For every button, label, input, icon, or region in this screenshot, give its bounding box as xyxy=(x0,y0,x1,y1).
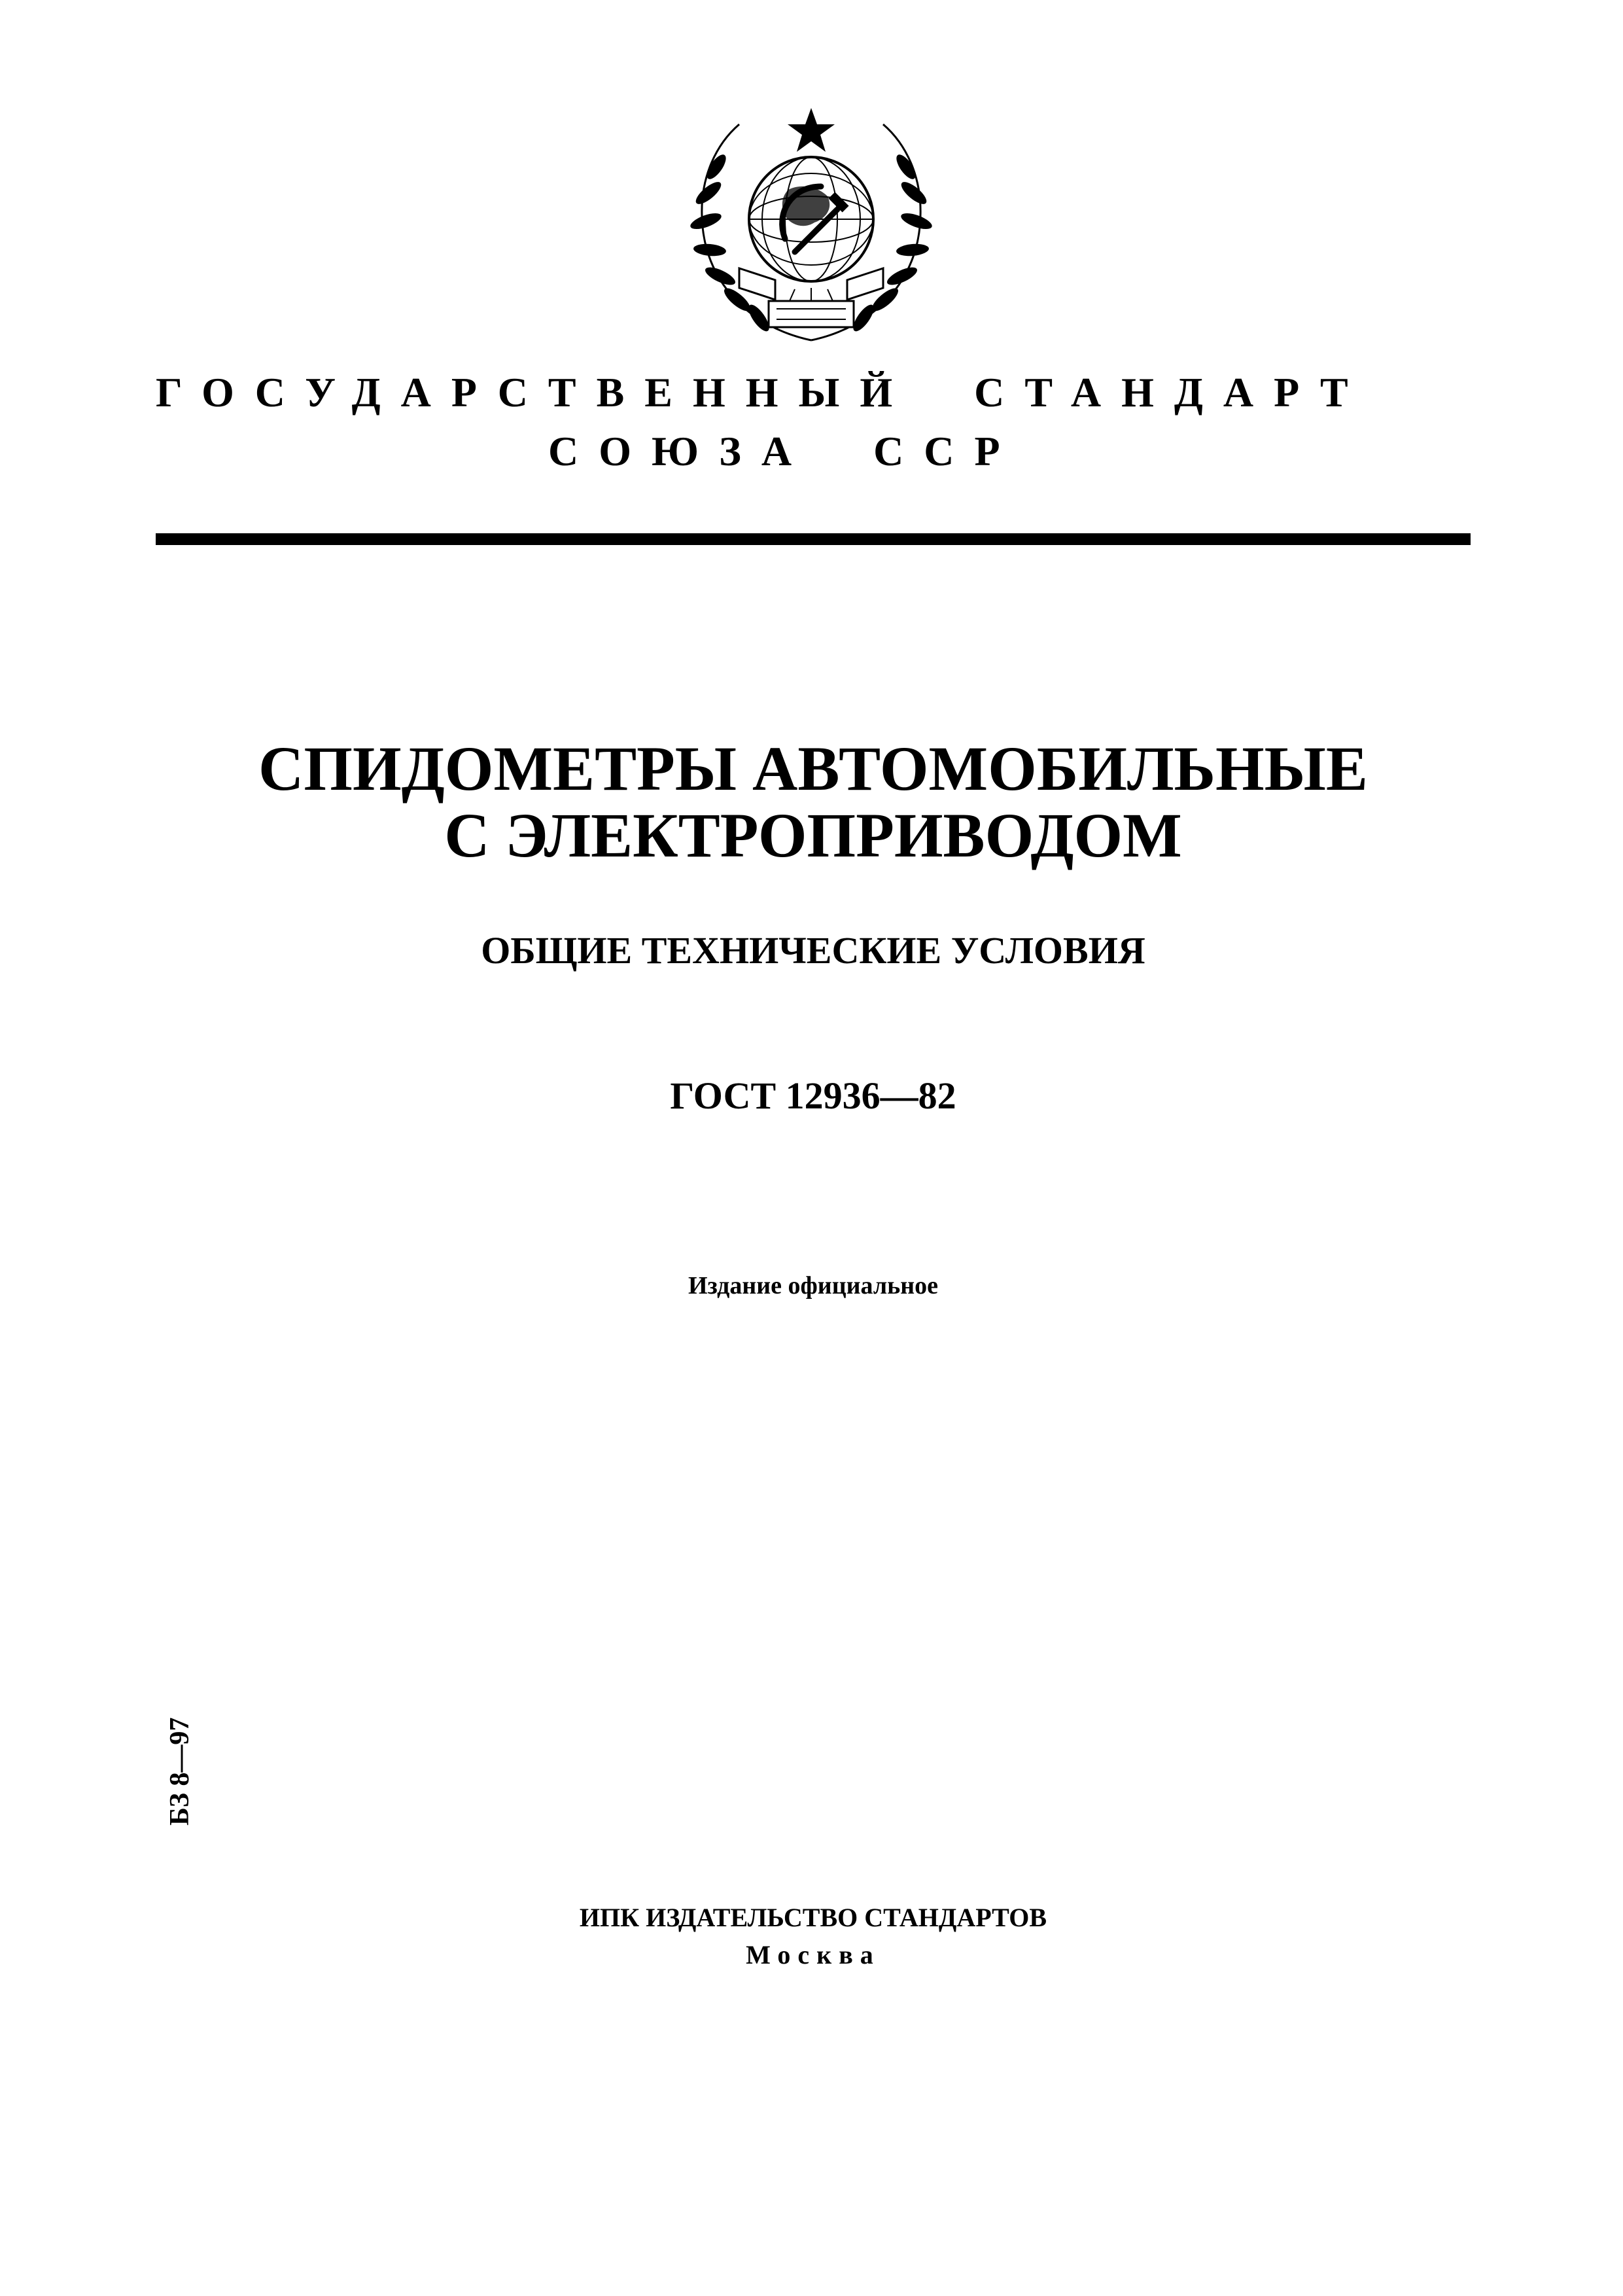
document-title-line-2: С ЭЛЕКТРОПРИВОДОМ xyxy=(444,800,1182,870)
publisher-name: ИПК ИЗДАТЕЛЬСТВО СТАНДАРТОВ xyxy=(579,1903,1047,1932)
edition-label: Издание официальное xyxy=(688,1272,938,1299)
document-subtitle: ОБЩИЕ ТЕХНИЧЕСКИЕ УСЛОВИЯ xyxy=(481,929,1145,972)
publisher-city: Москва xyxy=(746,1940,881,1969)
header-state-standard: ГОСУДАРСТВЕННЫЙ СТАНДАРТ xyxy=(156,369,1369,415)
side-code: БЗ 8—97 xyxy=(165,1717,195,1826)
horizontal-rule xyxy=(156,533,1471,545)
document-title-line-1: СПИДОМЕТРЫ АВТОМОБИЛЬНЫЕ xyxy=(258,733,1368,804)
header-ussr: СОЮЗА ССР xyxy=(548,428,1021,474)
standard-number: ГОСТ 12936—82 xyxy=(670,1074,956,1117)
ussr-state-emblem-icon xyxy=(677,105,945,360)
